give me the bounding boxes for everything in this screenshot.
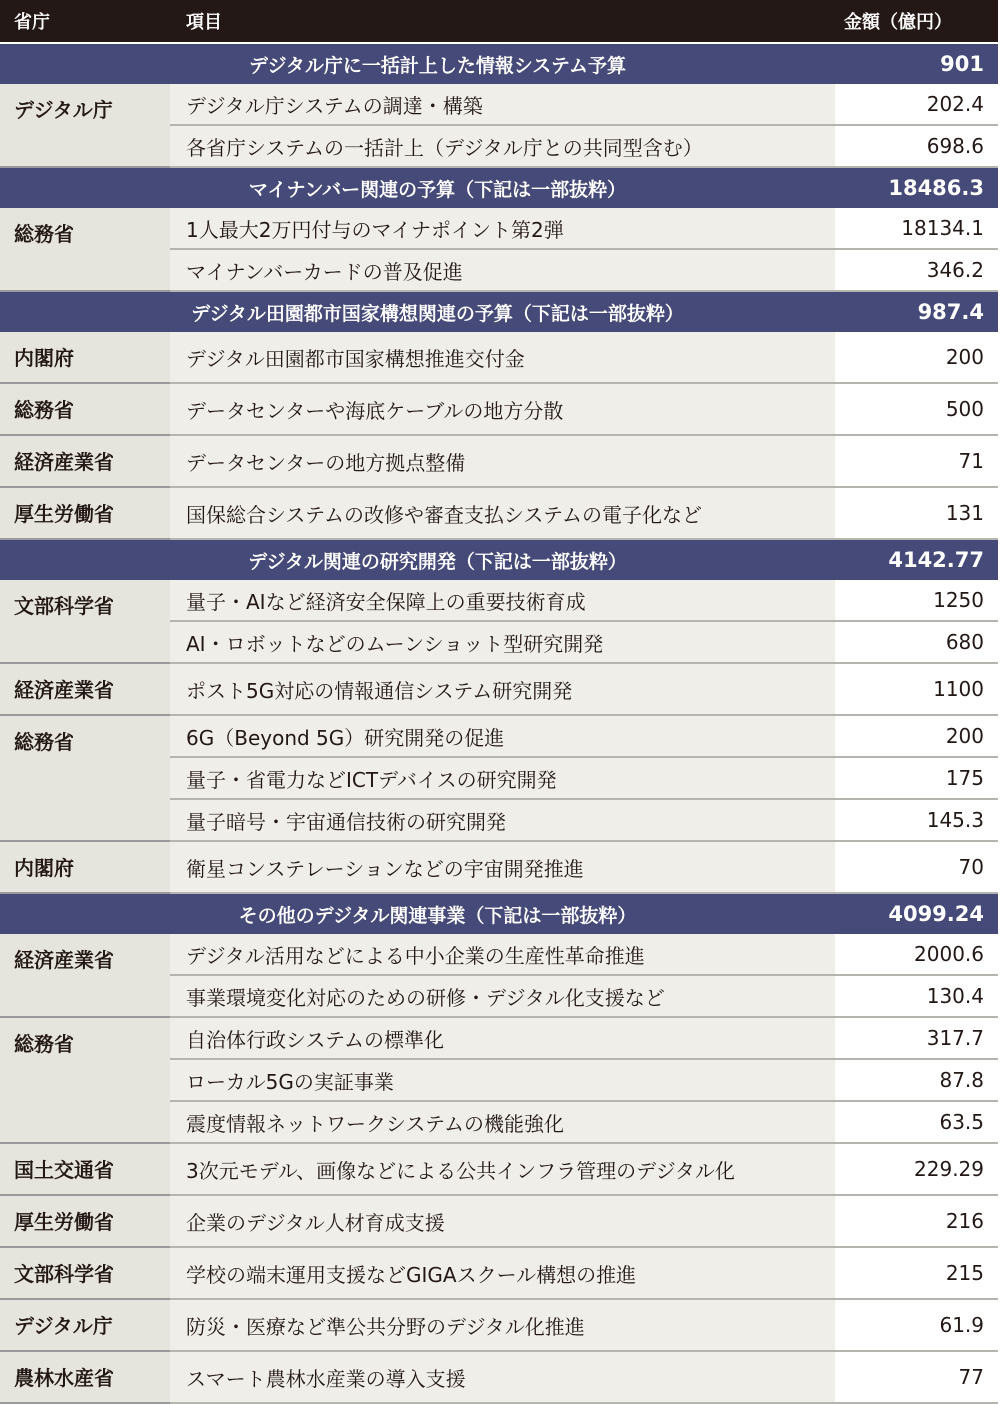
amount-cell: 130.4 <box>835 975 998 1017</box>
item-cell: データセンターの地方拠点整備 <box>170 435 835 487</box>
item-cell: ポスト5G対応の情報通信システム研究開発 <box>170 663 835 715</box>
table-row <box>0 84 998 125</box>
item-cell: 量子・AIなど経済安全保障上の重要技術育成 <box>170 580 835 621</box>
ministry-cell: 厚生労働省 <box>0 487 170 539</box>
amount-cell: 145.3 <box>835 799 998 841</box>
item-cell: 各省庁システムの一括計上（デジタル庁との共同型含む） <box>170 125 835 167</box>
amount-cell: 71 <box>835 435 998 487</box>
section-total: 18486.3 <box>835 167 998 208</box>
item-cell: 量子・省電力などICTデバイスの研究開発 <box>170 757 835 799</box>
item-cell: 6G（Beyond 5G）研究開発の促進 <box>170 715 835 757</box>
section-total: 987.4 <box>835 291 998 332</box>
section-row <box>0 893 998 934</box>
section-total: 901 <box>835 43 998 84</box>
ministry-cell: デジタル庁 <box>0 1299 170 1351</box>
item-cell: 学校の端末運用支援などGIGAスクール構想の推進 <box>170 1247 835 1299</box>
ministry-cell: 総務省 <box>0 715 170 841</box>
item-cell: スマート農林水産業の導入支援 <box>170 1351 835 1403</box>
amount-cell: 175 <box>835 757 998 799</box>
amount-cell: 63.5 <box>835 1101 998 1143</box>
ministry-cell: 経済産業省 <box>0 934 170 1017</box>
section-row <box>0 539 998 580</box>
table-row <box>0 934 998 975</box>
table-row <box>0 383 998 435</box>
table-row <box>0 1247 998 1299</box>
ministry-cell: 総務省 <box>0 383 170 435</box>
ministry-cell: 内閣府 <box>0 841 170 893</box>
ministry-cell: 内閣府 <box>0 332 170 383</box>
amount-cell: 229.29 <box>835 1143 998 1195</box>
item-cell: デジタル田園都市国家構想推進交付金 <box>170 332 835 383</box>
item-cell: デジタル活用などによる中小企業の生産性革命推進 <box>170 934 835 975</box>
header-ministry: 省庁 <box>0 0 170 43</box>
item-cell: 事業環境変化対応のための研修・デジタル化支援など <box>170 975 835 1017</box>
section-title: デジタル庁に一括計上した情報システム予算 <box>0 43 835 84</box>
section-title: デジタル関連の研究開発（下記は一部抜粋） <box>0 539 835 580</box>
table-header <box>0 0 998 43</box>
amount-cell: 200 <box>835 715 998 757</box>
amount-cell: 1250 <box>835 580 998 621</box>
amount-cell: 500 <box>835 383 998 435</box>
section-title: デジタル田園都市国家構想関連の予算（下記は一部抜粋） <box>0 291 835 332</box>
ministry-cell: 厚生労働省 <box>0 1195 170 1247</box>
amount-cell: 18134.1 <box>835 208 998 249</box>
amount-cell: 202.4 <box>835 84 998 125</box>
ministry-cell: 国土交通省 <box>0 1143 170 1195</box>
amount-cell: 698.6 <box>835 125 998 167</box>
ministry-cell: 総務省 <box>0 1017 170 1143</box>
table-row <box>0 332 998 383</box>
item-cell: データセンターや海底ケーブルの地方分散 <box>170 383 835 435</box>
table-row <box>0 715 998 757</box>
table-row <box>0 208 998 249</box>
table-row <box>0 435 998 487</box>
ministry-cell: 文部科学省 <box>0 1247 170 1299</box>
section-row <box>0 291 998 332</box>
ministry-cell: 経済産業省 <box>0 435 170 487</box>
amount-cell: 346.2 <box>835 249 998 291</box>
header-amount: 金額（億円） <box>835 0 998 43</box>
item-cell: AI・ロボットなどのムーンショット型研究開発 <box>170 621 835 663</box>
amount-cell: 216 <box>835 1195 998 1247</box>
ministry-cell: 経済産業省 <box>0 663 170 715</box>
section-total: 4099.24 <box>835 893 998 934</box>
item-cell: 震度情報ネットワークシステムの機能強化 <box>170 1101 835 1143</box>
item-cell: 1人最大2万円付与のマイナポイント第2弾 <box>170 208 835 249</box>
amount-cell: 1100 <box>835 663 998 715</box>
table-row <box>0 1351 998 1403</box>
ministry-cell: 農林水産省 <box>0 1351 170 1403</box>
amount-cell: 61.9 <box>835 1299 998 1351</box>
table-row <box>0 580 998 621</box>
header-item: 項目 <box>170 0 835 43</box>
item-cell: 自治体行政システムの標準化 <box>170 1017 835 1059</box>
table-row <box>0 1143 998 1195</box>
item-cell: 3次元モデル、画像などによる公共インフラ管理のデジタル化 <box>170 1143 835 1195</box>
amount-cell: 317.7 <box>835 1017 998 1059</box>
item-cell: 国保総合システムの改修や審査支払システムの電子化など <box>170 487 835 539</box>
table-row <box>0 1017 998 1059</box>
item-cell: デジタル庁システムの調達・構築 <box>170 84 835 125</box>
amount-cell: 70 <box>835 841 998 893</box>
item-cell: マイナンバーカードの普及促進 <box>170 249 835 291</box>
table-row <box>0 487 998 539</box>
item-cell: 企業のデジタル人材育成支援 <box>170 1195 835 1247</box>
ministry-cell: 文部科学省 <box>0 580 170 663</box>
item-cell: 防災・医療など準公共分野のデジタル化推進 <box>170 1299 835 1351</box>
table-row <box>0 841 998 893</box>
ministry-cell: 総務省 <box>0 208 170 291</box>
amount-cell: 200 <box>835 332 998 383</box>
amount-cell: 131 <box>835 487 998 539</box>
amount-cell: 2000.6 <box>835 934 998 975</box>
table-row <box>0 663 998 715</box>
item-cell: 衛星コンステレーションなどの宇宙開発推進 <box>170 841 835 893</box>
section-total: 4142.77 <box>835 539 998 580</box>
ministry-cell: デジタル庁 <box>0 84 170 167</box>
item-cell: 量子暗号・宇宙通信技術の研究開発 <box>170 799 835 841</box>
amount-cell: 215 <box>835 1247 998 1299</box>
table-row <box>0 1299 998 1351</box>
amount-cell: 77 <box>835 1351 998 1403</box>
amount-cell: 87.8 <box>835 1059 998 1101</box>
section-row <box>0 167 998 208</box>
section-title: マイナンバー関連の予算（下記は一部抜粋） <box>0 167 835 208</box>
item-cell: ローカル5Gの実証事業 <box>170 1059 835 1101</box>
table-row <box>0 1195 998 1247</box>
section-title: その他のデジタル関連事業（下記は一部抜粋） <box>0 893 835 934</box>
amount-cell: 680 <box>835 621 998 663</box>
section-row <box>0 43 998 84</box>
